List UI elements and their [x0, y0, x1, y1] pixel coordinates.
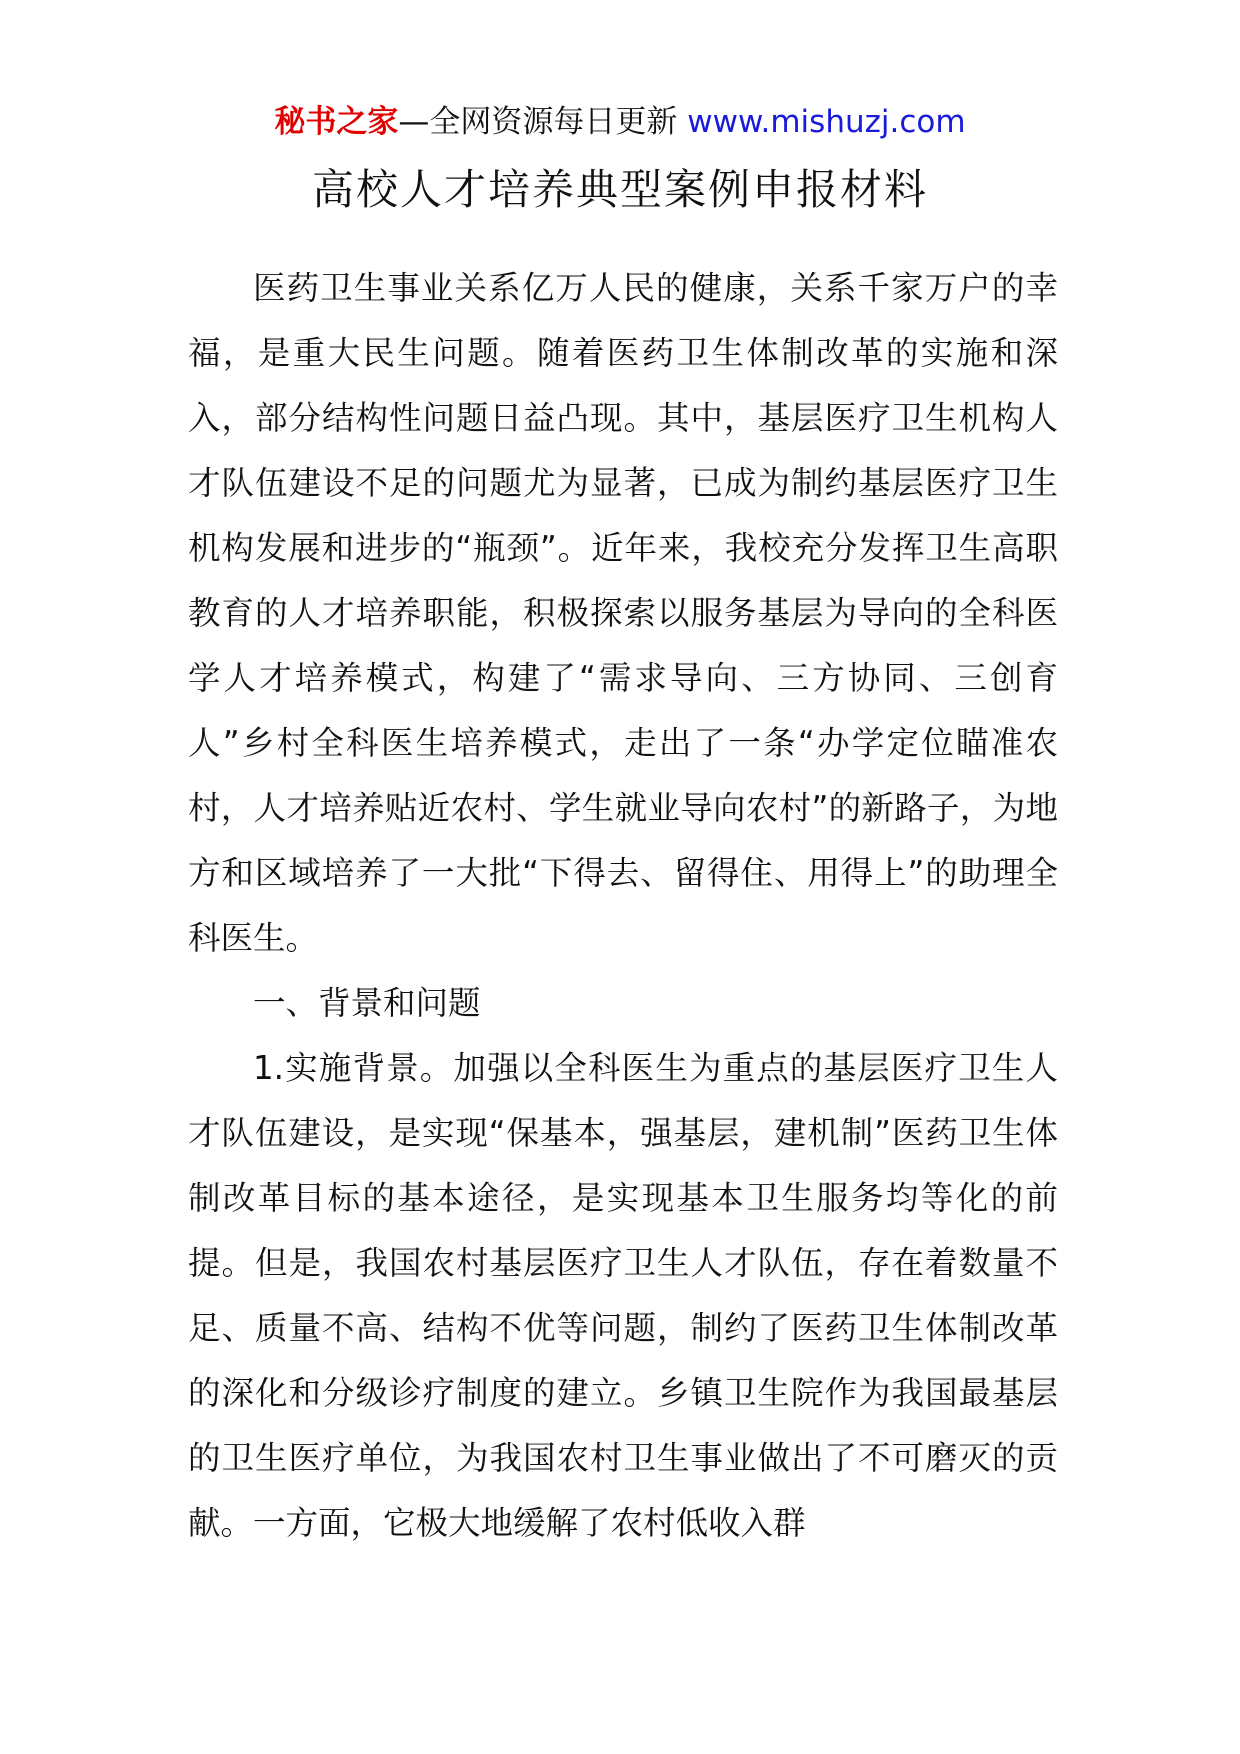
- background-paragraph: 1.实施背景。加强以全科医生为重点的基层医疗卫生人才队伍建设，是实现“保基本，强基层，建机制”医药卫生体制改革目标的基本途径，是实现基本卫生服务均等化的前提。但是，我国农村基层医疗卫生人才队伍，存在着数量不足、质量不高、结构不优等问题，制约了医药卫生体制改革的深化和分级诊疗制度的建立。乡镇卫生院作为我国最基层的卫生医疗单位，为我国农村卫生事业做出了不可磨灭的贡献。一方面，它极大地缓解了农村低收入群: [188, 1049, 1058, 1542]
- brand-name: 秘书之家: [274, 104, 399, 140]
- document-title: 高校人才培养典型案例申报材料: [311, 165, 928, 214]
- intro-paragraph: 医药卫生事业关系亿万人民的健康，关系千家万户的幸福，是重大民生问题。随着医药卫生体制改革的实施和深入，部分结构性问题日益凸现。其中，基层医疗卫生机构人才队伍建设不足的问题尤为显著，已成为制约基层医疗卫生机构发展和进步的“瓶颈”。近年来，我校充分发挥卫生高职教育的人才培养职能，积极探索以服务基层为导向的全科医学人才培养模式，构建了“需求导向、三方协同、三创育人”乡村全科医生培养模式，走出了一条“办学定位瞄准农村，人才培养贴近农村、学生就业导向农村”的新路子，为地方和区域培养了一大批“下得去、留得住、用得上”的助理全科医生。: [188, 269, 1058, 957]
- section-heading: 一、背景和问题: [253, 984, 481, 1022]
- site-url-link[interactable]: www.mishuzj.com: [687, 104, 966, 140]
- header-banner: [0, 102, 1240, 142]
- document-body: [188, 256, 1058, 1556]
- header-tagline: —全网资源每日更新: [398, 104, 688, 140]
